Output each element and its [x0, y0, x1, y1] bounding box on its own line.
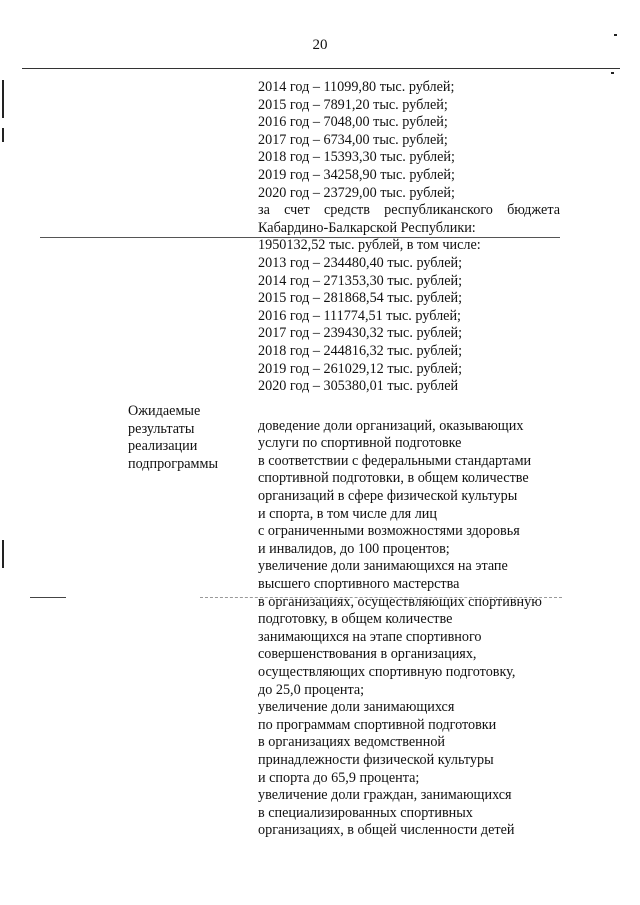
- result-line: увеличение доли занимающихся на этапе: [258, 558, 508, 575]
- funding-line: 2014 год – 271353,30 тыс. рублей;: [258, 272, 463, 289]
- result-line: в организациях, осуществляющих спортивную: [258, 593, 542, 610]
- funding-line: 2015 год – 281868,54 тыс. рублей;: [258, 290, 463, 307]
- result-line: занимающихся на этапе спортивного: [258, 628, 482, 645]
- result-line: в специализированных спортивных: [258, 804, 473, 821]
- funding-line: 2017 год – 239430,32 тыс. рублей;: [258, 325, 463, 342]
- scan-edge-mark: [2, 80, 4, 118]
- table-top-border: [22, 68, 620, 69]
- results-label-line: реализации: [128, 438, 198, 455]
- funding-line: 2015 год – 7891,20 тыс. рублей;: [258, 96, 448, 113]
- result-line: и спорта до 65,9 процента;: [258, 769, 420, 786]
- financing-column: [258, 79, 560, 840]
- republic-budget-heading: за счет средств республиканского бюджета: [258, 202, 560, 219]
- result-line: подготовку, в общем количестве: [258, 611, 453, 628]
- result-line: организаций в сфере физической культуры: [258, 488, 518, 505]
- result-line: в организациях ведомственной: [258, 734, 446, 751]
- republic-total: 1950132,52 тыс. рублей, в том числе:: [258, 237, 481, 254]
- page-number: 20: [312, 37, 328, 53]
- funding-line: 2013 год – 234480,40 тыс. рублей;: [258, 254, 463, 271]
- expected-results-text: [258, 418, 560, 840]
- funding-line: 2018 год – 244816,32 тыс. рублей;: [258, 342, 463, 359]
- funding-line: 2014 год – 11099,80 тыс. рублей;: [258, 79, 455, 95]
- funding-line: 2019 год – 34258,90 тыс. рублей;: [258, 166, 455, 183]
- funding-line: 2016 год – 111774,51 тыс. рублей;: [258, 307, 461, 324]
- results-label-line: подпрограммы: [128, 455, 218, 472]
- result-line: осуществляющих спортивную подготовку,: [258, 664, 516, 680]
- result-line: совершенствования в организациях,: [258, 646, 477, 663]
- funding-line: 2017 год – 6734,00 тыс. рублей;: [258, 131, 448, 148]
- scan-edge-mark: [2, 128, 4, 142]
- result-line: увеличение доли граждан, занимающихся: [258, 787, 512, 804]
- result-line: высшего спортивного мастерства: [258, 576, 460, 593]
- funding-line: 2020 год – 23729,00 тыс. рублей;: [258, 184, 455, 201]
- scan-edge-mark: [2, 540, 4, 568]
- result-line: с ограниченными возможностями здоровья: [258, 523, 520, 540]
- result-line: доведение доли организаций, оказывающих: [258, 417, 524, 434]
- result-line: до 25,0 процента;: [258, 681, 365, 698]
- result-line: принадлежности физической культуры: [258, 751, 494, 768]
- result-line: и инвалидов, до 100 процентов;: [258, 540, 450, 557]
- result-line: и спорта, в том числе для лиц: [258, 505, 437, 522]
- funding-line: 2020 год – 305380,01 тыс. рублей: [258, 378, 459, 395]
- scan-edge-mark: [611, 72, 614, 74]
- funding-line: 2019 год – 261029,12 тыс. рублей;: [258, 360, 463, 377]
- funding-line: 2018 год – 15393,30 тыс. рублей;: [258, 149, 455, 166]
- results-label-column: [128, 403, 248, 473]
- result-line: в соответствии с федеральными стандартами: [258, 452, 532, 469]
- funding-line: 2016 год – 7048,00 тыс. рублей;: [258, 114, 448, 131]
- scan-margin-mark: [30, 597, 66, 598]
- scan-edge-mark: [614, 34, 617, 36]
- result-line: организациях, в общей численности детей: [258, 822, 515, 839]
- result-line: увеличение доли занимающихся: [258, 699, 455, 716]
- results-label-line: результаты: [128, 420, 195, 437]
- result-line: спортивной подготовки, в общем количестве: [258, 470, 529, 487]
- republic-name: Кабардино-Балкарской Республики:: [258, 219, 476, 236]
- result-line: услуги по спортивной подготовке: [258, 435, 462, 452]
- result-line: по программам спортивной подготовки: [258, 716, 497, 733]
- results-label-line: Ожидаемые: [128, 403, 201, 419]
